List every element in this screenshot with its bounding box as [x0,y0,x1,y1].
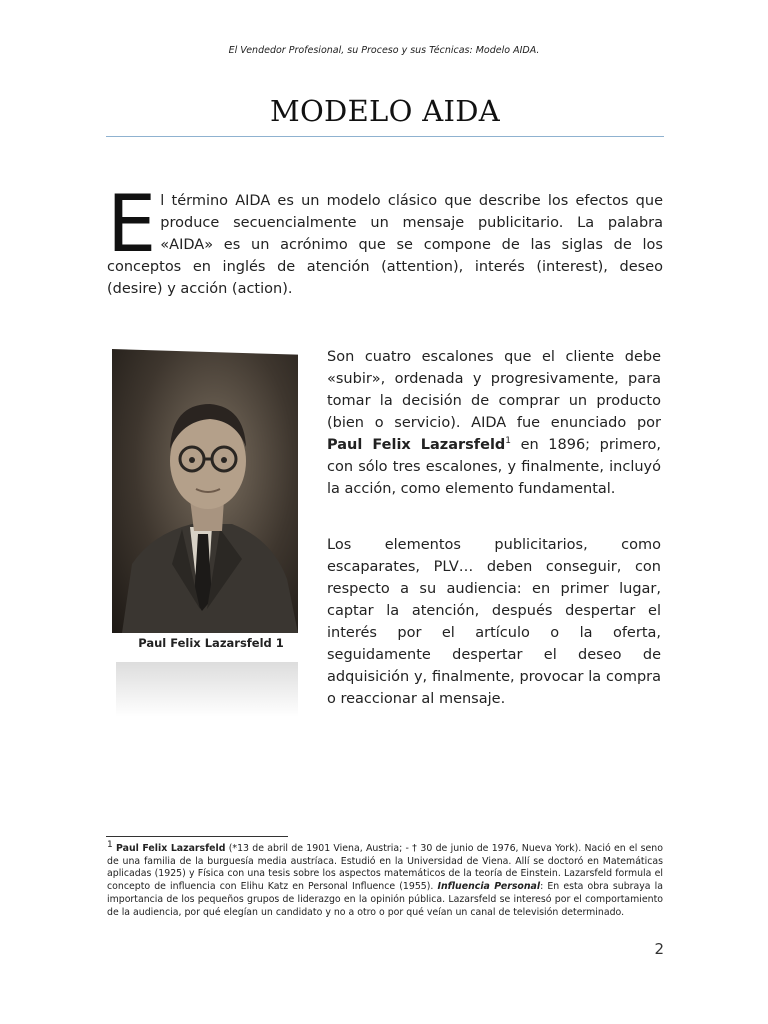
footnote-number: 1 [107,839,113,850]
p2-text: Los elementos publicitarios, como escaparates, PLV… deben conseguir, con respecto a su audiencia: en primer lugar, captar la atención, después despertar el interés por el artículo o la oferta, seguidamente despertar el deseo de adquisición y, finalmente, provocar la compra o reaccionar al mensaje. [327,537,661,707]
footnote-name: Paul Felix Lazarsfeld [116,843,226,854]
drop-cap: E [107,180,157,270]
page-number: 2 [654,940,664,958]
page-title: MODELO AIDA [269,94,501,128]
portrait-figure [112,349,302,635]
p1-text-after: en 1896; primero, con sólo tres escalones, y finalmente, incluyó la acción, como elemento fundamental. [327,437,661,497]
intro-paragraph [107,180,663,300]
footnote [107,839,663,919]
running-header: El Vendedor Profesional, su Proceso y sus Técnicas: Modelo AIDA. [228,45,540,56]
photo-reflection [116,662,298,717]
lazarsfeld-name: Paul Felix Lazarsfeld [327,437,506,453]
footnote-separator [106,836,288,837]
footnote-text-1: (*13 de abril de 1901 Viena, Austria; - † 30 de junio de 1976, Nueva York). Nació en el seno de una familia de la burguesía media austríaca. Estudió en la Universidad de Viena. Allí se doctoró en Matemáticas aplicadas (1925) y Física con una tesis sobre los aspectos matemáticos de la teoría de Einstein. Lazarsfeld formula el concepto de influencia con Elihu Katz en Personal Influence (1955). [107,843,663,893]
intro-text: l término AIDA es un modelo clásico que describe los efectos que produce secuencialmente un mensaje publicitario. La palabra «AIDA» es un acrónimo que se compone de las siglas de los conceptos en inglés de atención (attention), interés (interest), deseo (desire) y acción (action). [107,193,663,297]
paragraph-aida-steps [327,346,661,500]
paragraph-advertising-elements [327,534,661,710]
portrait-illustration [112,349,298,633]
footnote-term: Influencia Personal [437,881,541,893]
footnote-text-2: : En esta obra subraya la importancia de los pequeños grupos de liderazgo en la opinión pública. Lazarsfeld se interesó por el comportamiento de la audiencia, por qué elegían un candidato y no a otro o por qué veían un canal de televisión determinado. [107,881,663,918]
title-underline [106,136,664,137]
p1-text-before: Son cuatro escalones que el cliente debe «subir», ordenada y progresivamente, para tomar la decisión de comprar un producto (bien o servicio). AIDA fue enunciado por [327,349,661,431]
footnote-reference[interactable]: 1 [505,436,512,447]
figure-caption: Paul Felix Lazarsfeld 1 [138,636,284,650]
portrait-photo [112,349,298,633]
